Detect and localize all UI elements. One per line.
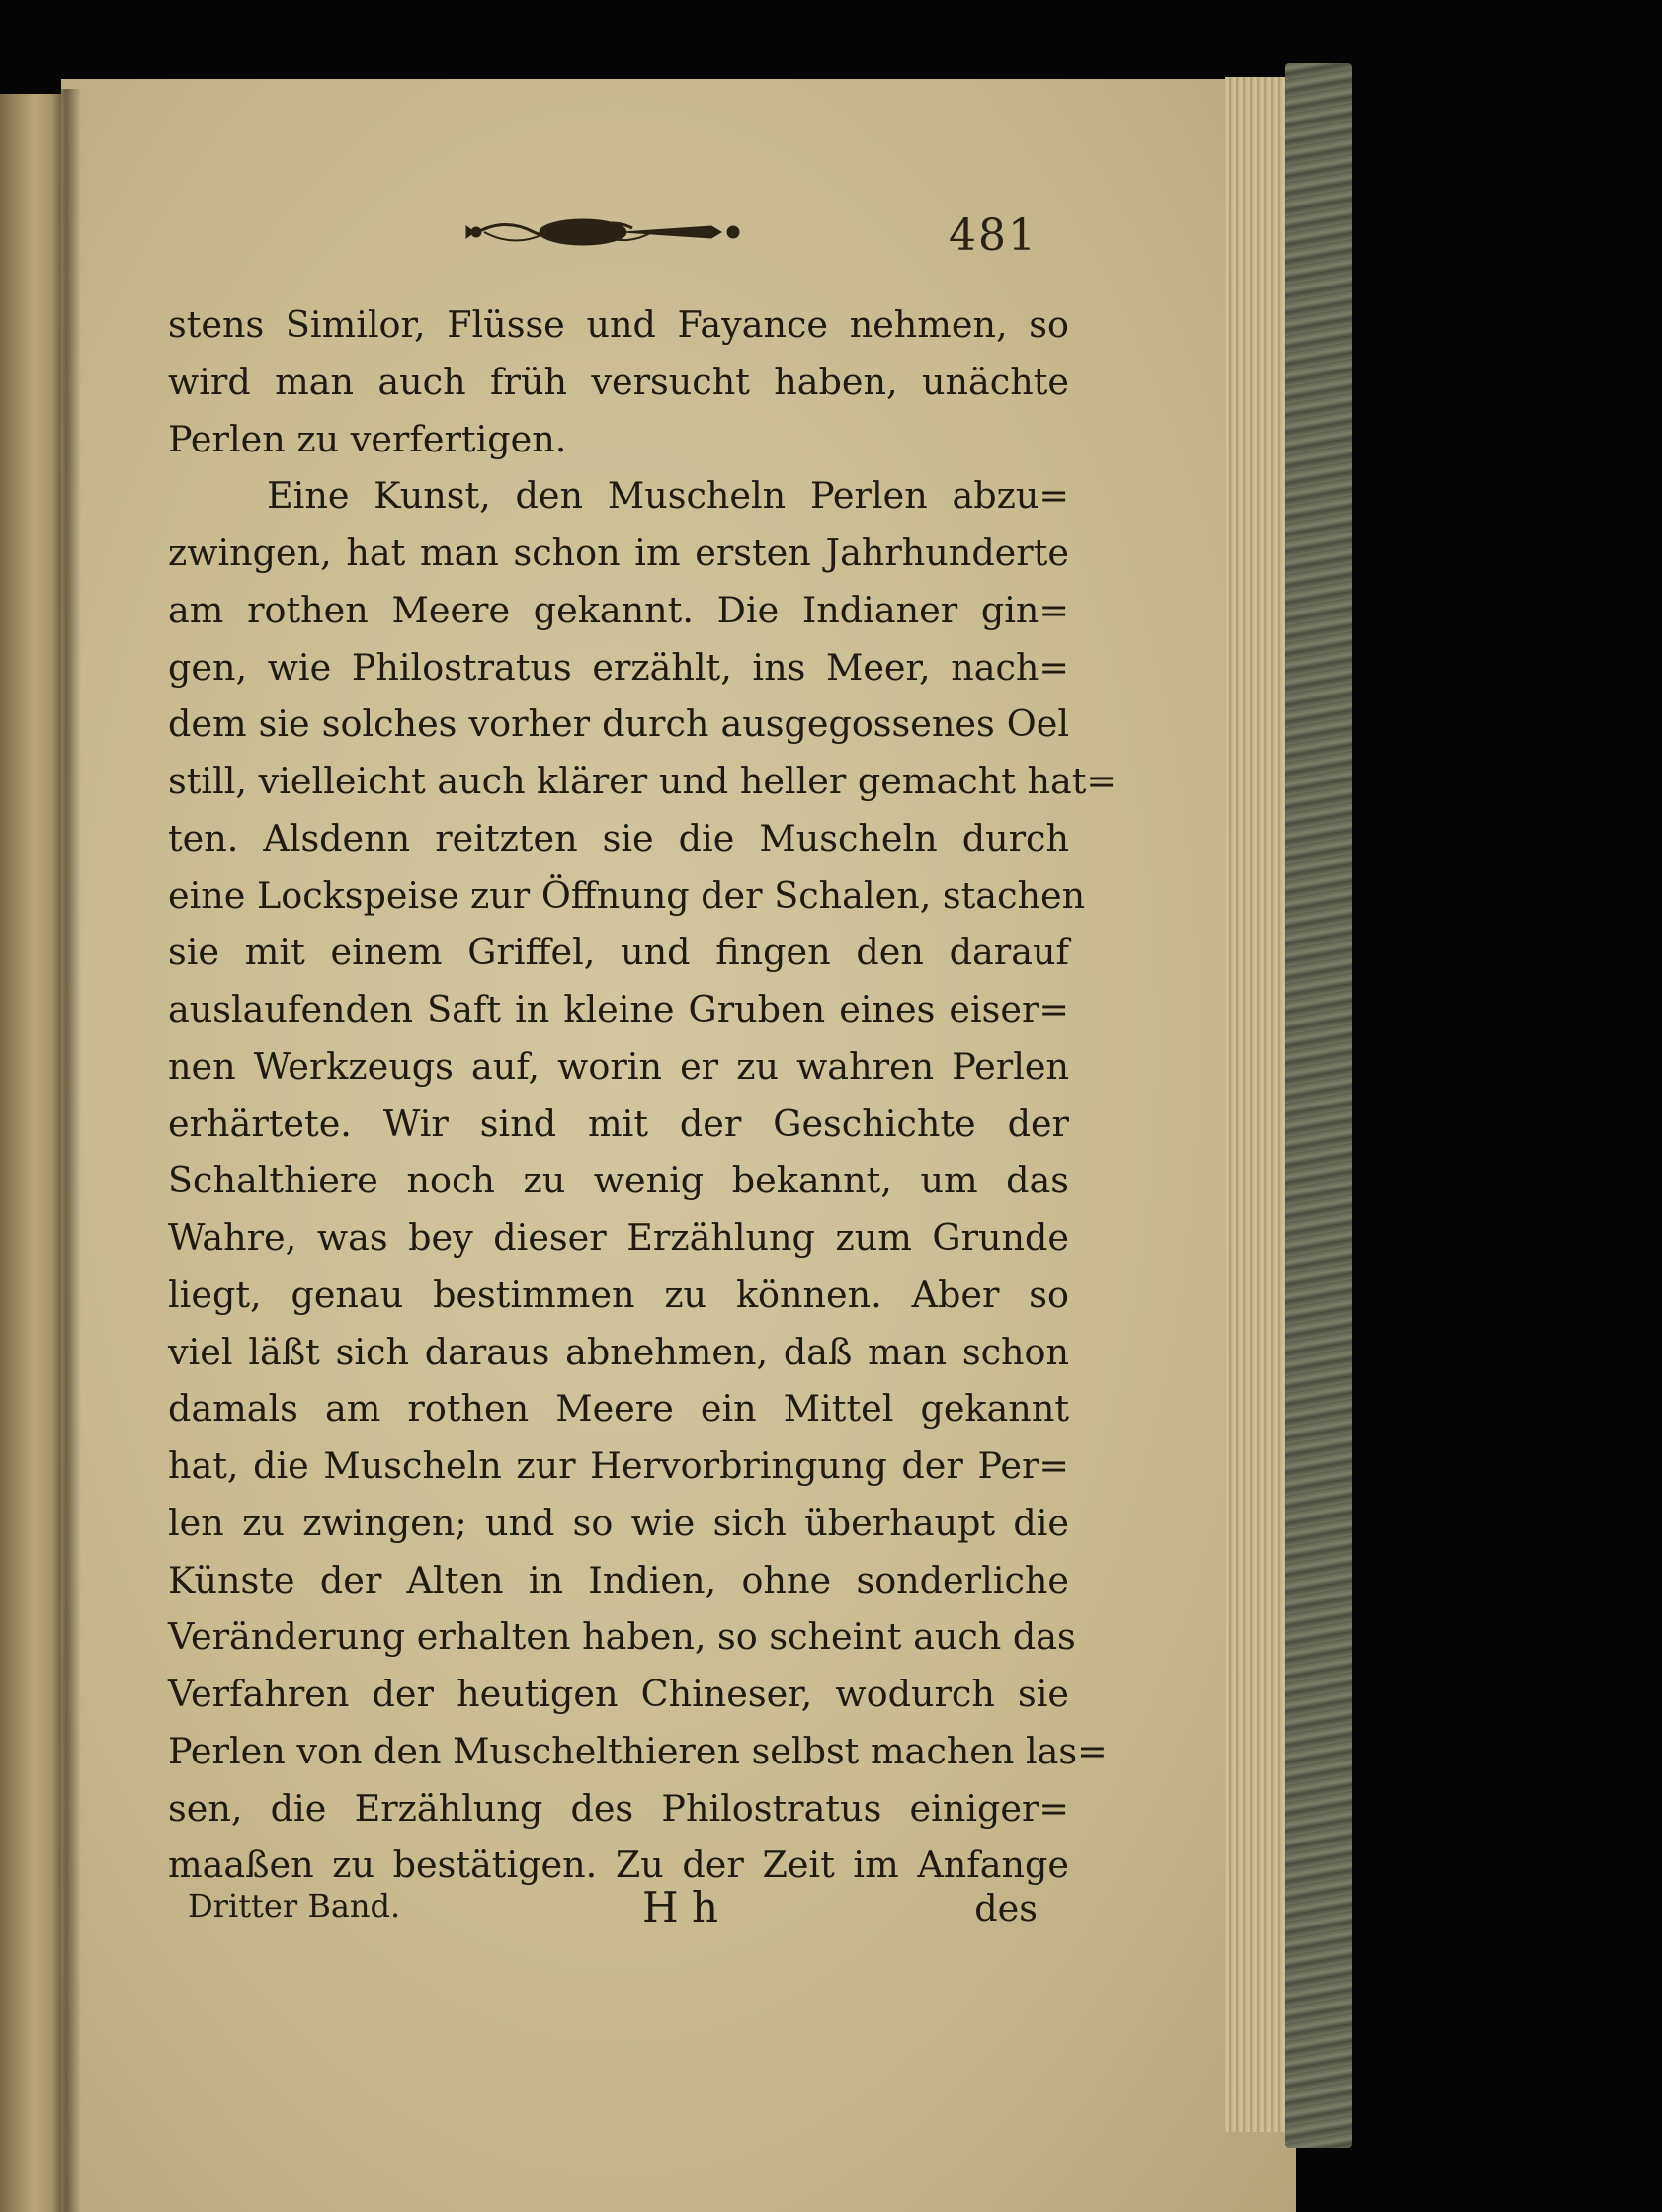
marbled-cover-edge [1285,63,1352,2148]
text-line: damals am rothen Meere ein Mittel gekannt [168,1387,1069,1431]
text-line: still, vielleicht auch klärer und heller gemacht hat= [168,760,1117,802]
text-line: len zu zwingen; und so wie sich überhaupt die [168,1501,1069,1544]
text-line: hat, die Muscheln zur Hervorbringung der Per= [168,1444,1069,1487]
text-line: erhärtete. Wir sind mit der Geschichte der [168,1102,1069,1145]
text-line: viel läßt sich daraus abnehmen, daß man schon [168,1330,1069,1373]
text-line: sen, die Erzählung des Philostratus einiger= [168,1786,1069,1830]
text-line: liegt, genau bestimmen zu können. Aber so [168,1272,1069,1316]
text-line: nen Werkzeugs auf, worin er zu wahren Perlen [168,1044,1069,1088]
text-line: Schalthiere noch zu wenig bekannt, um das [168,1159,1069,1202]
page-number: 481 [949,210,1038,261]
text-line: Perlen von den Muschelthieren selbst machen las= [168,1729,1108,1772]
body-text [168,296,1117,1894]
text-line: dem sie solches vorher durch ausgegossenes Oel [168,702,1069,746]
text-line: Veränderung erhalten haben, so scheint auch das [168,1615,1076,1659]
text-line: wird man auch früh versucht haben, unächte [168,360,1069,403]
text-line: zwingen, hat man schon im ersten Jahrhunderte [168,532,1069,574]
text-line: gen, wie Philostratus erzählt, ins Meer, nach= [168,645,1069,689]
signature-mark: H h [642,1883,719,1931]
printer-ornament-icon [464,203,761,262]
volume-signature: Dritter Band. [188,1887,401,1925]
page-header [464,203,1087,262]
text-line: stens Similor, Flüsse und Fayance nehmen, so [168,303,1069,346]
text-line: auslaufenden Saft in kleine Gruben eines eiser= [168,988,1069,1030]
text-line: eine Lockspeise zur Öffnung der Schalen, stachen [168,873,1086,917]
text-line: ten. Alsdenn reitzten sie die Muscheln durch [168,816,1069,860]
text-line: maaßen zu bestätigen. Zu der Zeit im Anfange [168,1843,1069,1887]
text-line: Eine Kunst, den Muscheln Perlen abzu= [267,474,1069,518]
page-footer [168,1883,1038,1942]
text-line: am rothen Meere gekannt. Die Indianer gin= [168,588,1069,631]
page-gutter [51,89,81,2212]
text-line: sie mit einem Griffel, und fingen den darauf [168,931,1069,974]
text-line: Perlen zu verfertigen. [168,417,567,460]
text-line: Künste der Alten in Indien, ohne sonderliche [168,1558,1069,1601]
catchword: des [974,1887,1038,1929]
text-line: Verfahren der heutigen Chineser, wodurch sie [168,1673,1069,1715]
text-line: Wahre, was bey dieser Erzählung zum Grunde [168,1216,1069,1259]
